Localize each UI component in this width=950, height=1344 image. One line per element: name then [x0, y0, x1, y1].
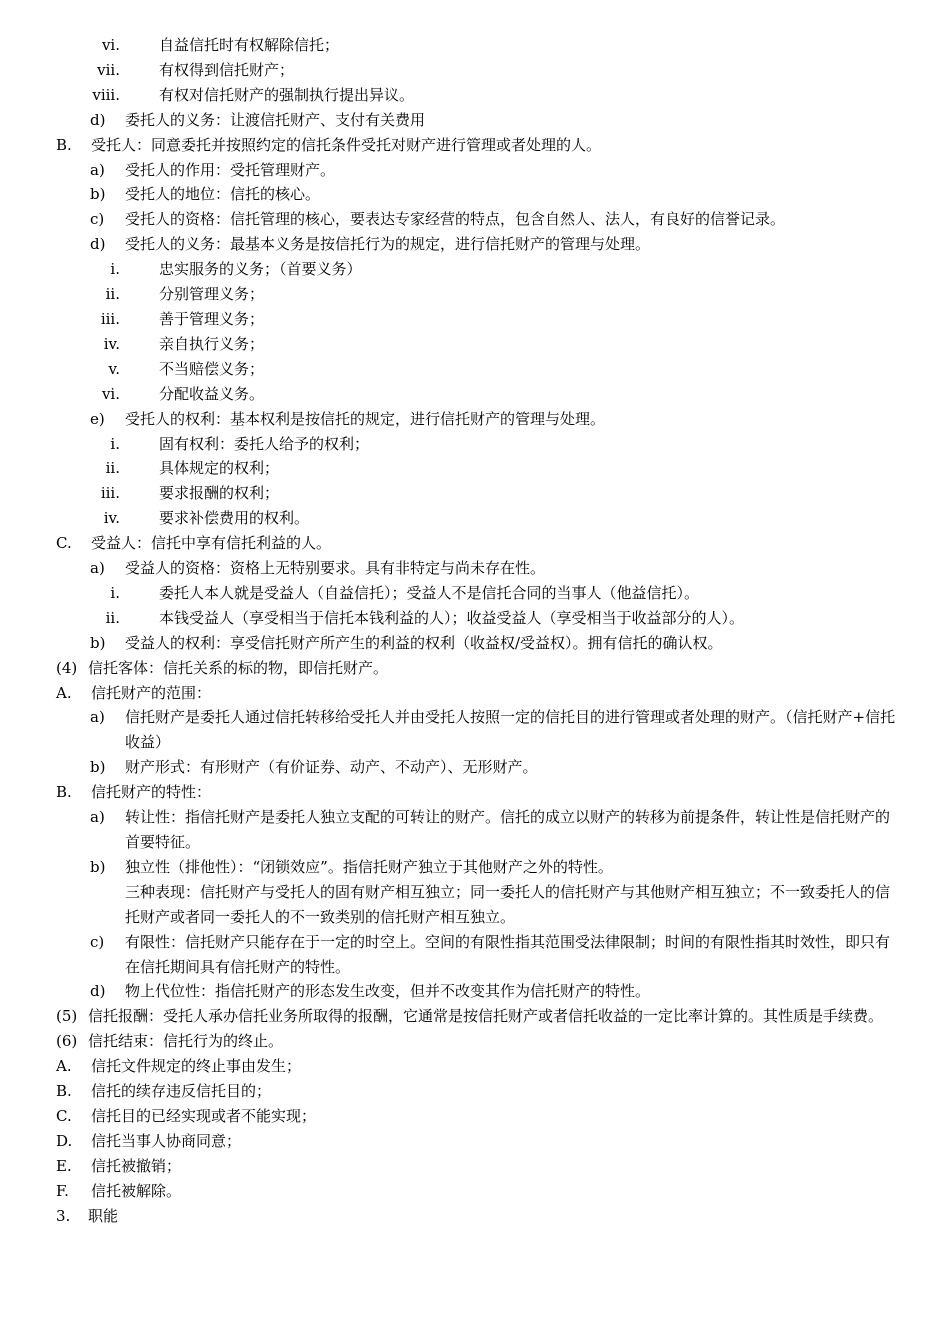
outline-item	[0, 705, 950, 755]
outline-text: 信托财产的特性：	[91, 783, 212, 802]
outline-marker: iv.	[103, 509, 120, 528]
outline-text: 要求补偿费用的权利。	[159, 509, 310, 528]
outline-marker: F.	[56, 1181, 69, 1200]
outline-marker: c)	[90, 210, 105, 229]
outline-text: 三种表现：信托财产与受托人的固有财产相互独立；同一委托人的信托财产与其他财产相互独立；不一致委托人的信托财产或者同一委托人的不一致类别的信托财产相互独立。	[125, 882, 891, 926]
outline-text: 受托人的资格：信托管理的核心，要表达专家经营的特点，包含自然人、法人，有良好的信誉记录。	[125, 210, 786, 229]
outline-marker: iii.	[100, 484, 120, 503]
outline-marker: e)	[90, 409, 105, 428]
outline-marker: b)	[90, 185, 106, 204]
outline-item	[0, 780, 950, 805]
outline-item	[0, 631, 950, 656]
outline-text: 自益信托时有权解除信托；	[159, 36, 340, 54]
outline-item	[0, 307, 950, 332]
outline-marker: ii.	[105, 608, 120, 627]
outline-item	[0, 979, 950, 1004]
outline-item	[0, 58, 950, 83]
outline-marker: d)	[90, 110, 106, 129]
outline-item	[0, 1104, 950, 1129]
outline-marker: vi.	[101, 36, 120, 54]
outline-text: 受托人的地位：信托的核心。	[125, 185, 321, 204]
outline-text: 转让性：指信托财产是委托人独立支配的可转让的财产。信托的成立以财产的转移为前提条件，转让性是信托财产的首要特征。	[125, 808, 891, 851]
outline-marker: b)	[90, 633, 106, 652]
outline-item	[0, 456, 950, 481]
outline-marker: a)	[90, 808, 105, 827]
outline-text: 受托人的权利：基本权利是按信托的规定，进行信托财产的管理与处理。	[125, 409, 606, 428]
outline-item	[0, 1029, 950, 1054]
outline-marker: (5)	[56, 1007, 78, 1026]
outline-text: 受益人：信托中享有信托利益的人。	[91, 534, 332, 553]
outline-item	[0, 506, 950, 531]
outline-marker: A.	[56, 683, 72, 702]
outline-text: 信托目的已经实现或者不能实现；	[91, 1106, 317, 1125]
outline-text: 受益人的权利：享受信托财产所产生的利益的权利（收益权/受益权）。拥有信托的确认权。	[125, 633, 723, 652]
outline-text: 信托报酬：受托人承办信托业务所取得的报酬，它通常是按信托财产或者信托收益的一定比率计算的。其性质是手续费。	[88, 1007, 884, 1026]
outline-item	[0, 382, 950, 407]
outline-marker: iii.	[100, 309, 120, 328]
outline-item	[0, 158, 950, 183]
outline-marker: a)	[90, 708, 105, 727]
outline-marker: viii.	[92, 85, 120, 104]
outline-marker: b)	[90, 857, 106, 876]
outline-item	[0, 83, 950, 108]
outline-marker: ii.	[105, 459, 120, 478]
document-body	[0, 33, 950, 1229]
outline-item	[0, 1154, 950, 1179]
outline-marker: A.	[56, 1057, 72, 1076]
outline-marker: i.	[110, 583, 120, 602]
outline-marker: i.	[110, 260, 120, 279]
outline-item	[0, 108, 950, 133]
outline-item	[0, 332, 950, 357]
outline-text: 信托被撤销；	[91, 1156, 182, 1175]
outline-item	[0, 257, 950, 282]
outline-item	[0, 1054, 950, 1079]
outline-text: 信托文件规定的终止事由发生；	[91, 1057, 302, 1076]
outline-text: 亲自执行义务；	[159, 334, 265, 353]
outline-marker: d)	[90, 235, 106, 254]
outline-text: 信托当事人协商同意；	[91, 1131, 242, 1150]
outline-marker: vii.	[97, 60, 120, 79]
outline-text: 信托客体：信托关系的标的物，即信托财产。	[88, 658, 389, 677]
outline-marker: b)	[90, 758, 106, 777]
outline-marker: 3.	[56, 1206, 71, 1225]
outline-marker: D.	[56, 1131, 73, 1150]
outline-marker: (4)	[56, 658, 78, 677]
outline-text: 受托人的作用：受托管理财产。	[125, 160, 336, 179]
outline-item	[0, 606, 950, 631]
outline-marker: B.	[56, 1082, 72, 1101]
outline-item	[0, 855, 950, 880]
outline-text: 信托被解除。	[91, 1181, 182, 1200]
outline-marker: c)	[90, 932, 105, 951]
outline-text: 分配收益义务。	[159, 384, 265, 403]
outline-item	[0, 33, 950, 58]
outline-item	[0, 681, 950, 706]
outline-text: 受托人：同意委托并按照约定的信托条件受托对财产进行管理或者处理的人。	[91, 135, 602, 154]
outline-text: 财产形式：有形财产（有价证券、动产、不动产）、无形财产。	[125, 758, 538, 777]
outline-text: 具体规定的权利；	[159, 459, 280, 478]
outline-text: 信托财产是委托人通过信托转移给受托人并由受托人按照一定的信托目的进行管理或者处理的财产。（信托财产+信托收益）	[125, 708, 896, 752]
outline-marker: C.	[56, 534, 72, 553]
outline-item	[0, 432, 950, 457]
outline-item	[0, 930, 950, 980]
outline-marker: a)	[90, 559, 105, 578]
outline-text: 分别管理义务；	[159, 285, 265, 304]
outline-marker: ii.	[105, 285, 120, 304]
outline-item	[0, 556, 950, 581]
outline-item	[0, 755, 950, 780]
outline-item	[0, 182, 950, 207]
outline-marker: C.	[56, 1106, 72, 1125]
outline-text: 有权得到信托财产；	[159, 60, 295, 79]
outline-item	[0, 805, 950, 855]
outline-marker: v.	[108, 359, 120, 378]
outline-text: 有限性：信托财产只能存在于一定的时空上。空间的有限性指其范围受法律限制；时间的有限性指其时效性，即只有在信托期间具有信托财产的特性。	[125, 932, 891, 976]
outline-text: 善于管理义务；	[159, 309, 265, 328]
outline-text: 固有权利：委托人给予的权利；	[159, 434, 370, 453]
outline-item	[0, 1079, 950, 1104]
outline-text: 物上代位性：指信托财产的形态发生改变，但并不改变其作为信托财产的特性。	[125, 982, 651, 1001]
outline-marker: E.	[56, 1156, 72, 1175]
outline-marker: i.	[110, 434, 120, 453]
outline-item	[0, 1004, 950, 1029]
outline-text: 受益人的资格：资格上无特别要求。具有非特定与尚未存在性。	[125, 559, 546, 578]
outline-item	[0, 1129, 950, 1154]
outline-text: 忠实服务的义务；（首要义务）	[159, 260, 362, 279]
outline-item	[0, 357, 950, 382]
outline-text: 职能	[88, 1206, 119, 1225]
outline-item	[0, 531, 950, 556]
outline-item	[0, 880, 950, 930]
outline-marker: B.	[56, 783, 72, 802]
outline-item	[0, 1204, 950, 1229]
outline-marker: vi.	[101, 384, 120, 403]
outline-text: 委托人的义务：让渡信托财产、支付有关费用	[125, 110, 426, 129]
outline-text: 信托财产的范围：	[91, 683, 212, 702]
outline-item	[0, 207, 950, 232]
outline-item	[0, 656, 950, 681]
outline-item	[0, 407, 950, 432]
outline-text: 受托人的义务：最基本义务是按信托行为的规定，进行信托财产的管理与处理。	[125, 235, 651, 254]
outline-item	[0, 282, 950, 307]
outline-marker: d)	[90, 982, 106, 1001]
outline-marker: (6)	[56, 1032, 78, 1051]
outline-marker: iv.	[103, 334, 120, 353]
outline-item	[0, 1179, 950, 1204]
outline-text: 本钱受益人（享受相当于信托本钱利益的人）；收益受益人（享受相当于收益部分的人）。	[159, 608, 745, 627]
outline-text: 信托的续存违反信托目的；	[91, 1082, 272, 1101]
outline-text: 有权对信托财产的强制执行提出异议。	[159, 85, 415, 104]
outline-text: 要求报酬的权利；	[159, 484, 280, 503]
outline-text: 独立性（排他性）：“闭锁效应”。指信托财产独立于其他财产之外的特性。	[125, 857, 613, 876]
outline-text: 不当赔偿义务；	[159, 359, 265, 378]
outline-item	[0, 481, 950, 506]
outline-marker: a)	[90, 160, 105, 179]
outline-item	[0, 581, 950, 606]
outline-text: 信托结束：信托行为的终止。	[88, 1032, 284, 1051]
outline-marker: B.	[56, 135, 72, 154]
outline-text: 委托人本人就是受益人（自益信托）；受益人不是信托合同的当事人（他益信托）。	[159, 583, 700, 602]
outline-item	[0, 232, 950, 257]
outline-item	[0, 133, 950, 158]
